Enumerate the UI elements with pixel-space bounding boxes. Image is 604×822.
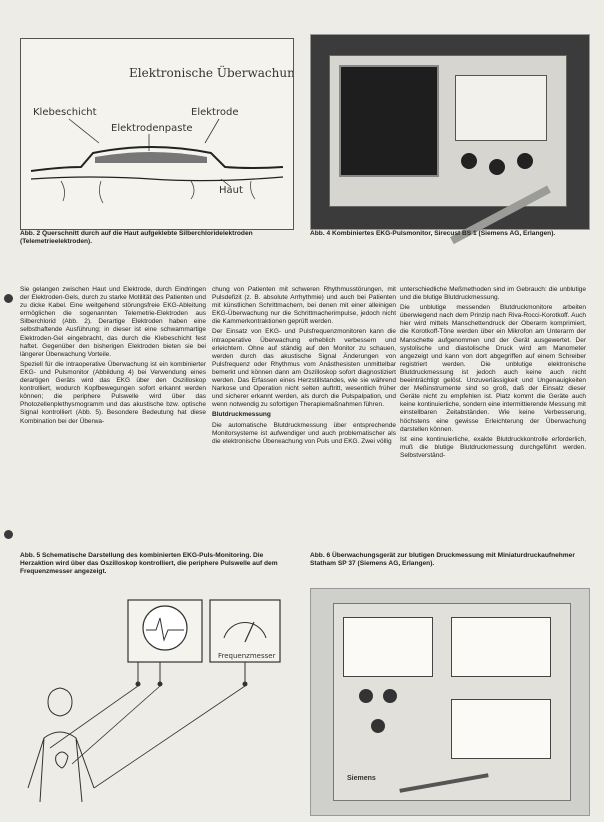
connector [158,682,163,687]
figure-6-caption: Abb. 6 Überwachungsgerät zur blutigen Druckmessung mit Miniaturdruckaufnehmer Statham SP 37 (Siemens AG, Erlangen). [310,552,575,568]
figure-2-diagram [20,38,294,230]
control-knob [489,159,505,175]
figure-6-photo [310,588,590,816]
figure-2-heading: Elektronische Überwachung [129,66,293,80]
label-klebeschicht: Klebeschicht [33,107,97,118]
ekg-pulse-schematic [20,588,292,808]
label-frequenzmesser: Frequenzmesser [218,652,276,660]
patient-head [48,688,72,716]
oscilloscope-screen [339,65,439,177]
control-knob [461,153,477,169]
margin-bullet [4,530,13,539]
figure-5-caption: Abb. 5 Schematische Darstellung des kombinierten EKG-Puls-Monitoring. Die Herzaktion wird über das Oszilloskop kontrolliert, die periphere Pulswelle auf dem Frequenzmesser angezeigt. [20,552,278,576]
figure-4-caption: Abb. 4 Kombiniertes EKG-Pulsmonitor, Sirecust BS 1 (Siemens AG, Erlangen). [310,230,556,237]
label-haut: Haut [219,185,243,196]
control-knob [383,689,397,703]
label-elektrode: Elektrode [191,107,239,118]
text-column-1 [20,286,206,428]
pressure-meter [451,699,551,759]
paragraph: unterschiedliche Meßmethoden sind im Gebrauch: die unblutige und die blutige Blutdruckmessung. [400,286,586,302]
paragraph: Speziell für die intraoperative Überwachung ist ein kombinierter EKG- und Pulsmonitor (Abbildung 4) bei Verwendung eines derartigen Geräts wird das EKG über den Oszilloskop kontrolliert, wodurch Kopfbewegungen sofort erkannt werden können; die periphere Pulswelle wird über das Photozellenplethysmogramm und das akustische bzw. optische Signal kontrolliert (Abb. 5). Besondere Bedeutung hat diese Kombination bei der Überwa- [20,360,206,425]
paragraph: Die automatische Blutdruckmessung über entsprechende Monitorsysteme ist aufwendiger und auch problematischer als die elektronische Überwachung von Puls und EKG. Zwei völlig [212,421,396,445]
control-knob [359,689,373,703]
oscilloscope-screen [143,606,187,650]
text-column-3 [400,286,586,462]
paragraph: Ist eine kontinuierliche, exakte Blutdruckkontrolle erforderlich, muß die blutige Blutdruckmessung durchgeführt werden. Selbstverständ- [400,435,586,459]
figure-2-caption: Abb. 2 Querschnitt durch auf die Haut aufgeklebte Silberchloridelektroden (Telemetrieelektroden). [20,230,253,246]
control-knob [517,153,533,169]
connector [243,682,248,687]
pressure-meter [343,617,433,677]
paragraph: Der Einsatz von EKG- und Pulsfrequenzmonitoren kann die intraoperative Überwachung erheblich verbessern und erleichtern. Ohne auf ständig auf den Monitor zu schauen, werden durch das akustische Signal Änderungen von Pulsfrequenz oder Rhythmus vom Anästhesisten unmittelbar bemerkt und können dann am Oszilloskop sofort diagnostiziert werden. Das Erfassen eines Herzstillstandes, wie sie während Narkose und Operation nicht selten auftritt, wesentlich früher und sicherer erkannt werden, als durch die Pulspalpation, und wenn notwendig zu sofortigen Therapiemaßnahmen führen. [212,328,396,409]
paragraph: Die unblutige messenden Blutdruckmonitore arbeiten überwiegend nach dem Prinzip nach Riva-Rocci-Korotkoff. Auch hier wird mittels Manschettendruck der Oberarm komprimiert, die Korotkoff-Töne werden über ein Mikrofon am Unterarm der Manschette aufgenommen und der Gerät ausgewertet. Der systolische und diastolische Druck wird am Manometer angezeigt und kann von dort abgegriffen auf einem Schreiber registriert werden. Die unblutige elektronische Blutdruckmessung ist jedoch auch keine auch nicht beeinträchtigt gelöst. Unzuverlässigkeit und Ungenauigkeiten der Meßinstrumente sind so groß, daß der Einsatz dieser Geräte nicht zu empfehlen ist. Platz kommt die Geräte auch keine kontinuierliche, sondern eine intermittierende Messung mit einstellbaren Zeitabständen. Wie keine Verbesserung, höchstens eine gewisse Erleichterung der Überwachung darstellen können. [400,304,586,433]
section-heading: Blutdruckmessung [212,411,271,419]
label-elektrodenpaste: Elektrodenpaste [111,123,193,134]
pointer-klebeschicht [69,119,99,143]
pulse-meter [455,75,547,141]
figure-4-photo [310,34,590,230]
text-column-2 [212,286,396,448]
electrode-cross-section [21,39,293,229]
paragraph: Sie gelangen zwischen Haut und Elektrode, durch Eindringen der Elektroden-Gels, durch zu starke Motilität des Patienten und zu dicke Kabel. Eine weitgehend störungsfreie EKG-Ableitung ermöglichen die sogenannten Telemetrie-Elektroden aus Silberchlorid (Abb. 2). Derartige Elektroden haben eine selbsthaftende Ausführung; in dieser ist eine schwammartige Elektroden-Gel eingebracht, das durch die Klebeschicht fest haftet. Gegenüber den bisherigen Elektroden bieten sie bei längerer Überwachung Vorteile. [20,286,206,358]
connector [136,682,141,687]
pressure-meter [451,617,551,677]
electrode-paste [95,152,207,163]
skin-line [31,177,283,181]
paragraph: chung von Patienten mit schweren Rhythmusstörungen, mit Pulsdefizit (z. B. absolute Arrhythmie) und auch bei Patienten mit künstlichen Schrittmachern, bei denen mit einer alleinigen EKG-Überwachung nur die Schrittmacherimpulse, jedoch nicht die Kammerkontraktionen geprüft werden. [212,286,396,326]
control-knob [371,719,385,733]
heart-outline [56,752,68,768]
pointer-elektrode [205,119,219,143]
figure-5-diagram [20,588,292,808]
brand-logo: Siemens [347,775,376,782]
margin-bullet [4,294,13,303]
